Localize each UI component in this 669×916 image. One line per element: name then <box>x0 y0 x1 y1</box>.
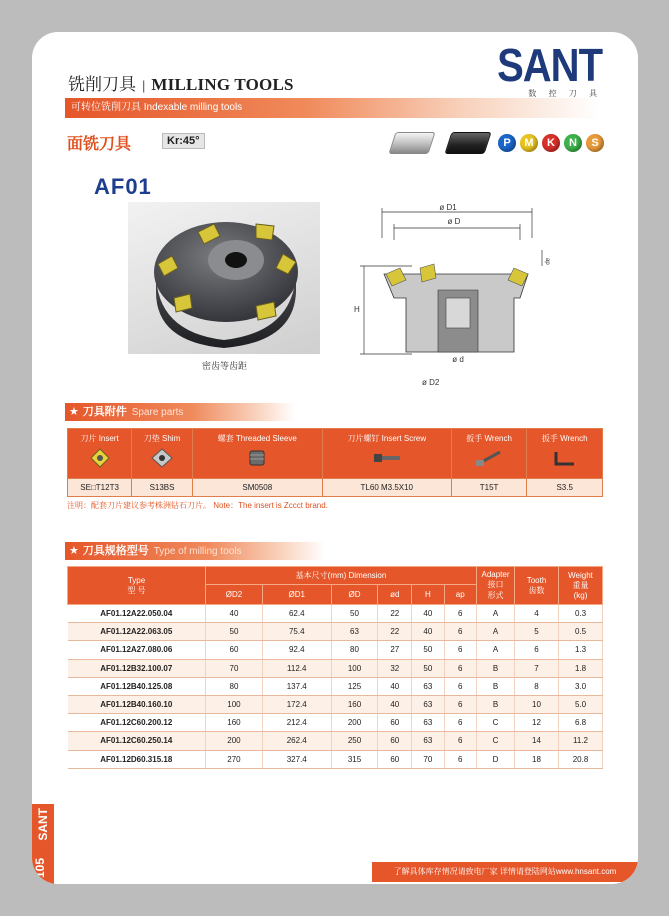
brand-logo <box>497 40 602 99</box>
spec-cell: 6 <box>444 732 476 750</box>
material-badge-k: K <box>542 134 560 152</box>
type-header-en: Type <box>127 575 146 585</box>
screw-icon <box>323 448 451 470</box>
cutter-cross-section-icon <box>342 194 552 362</box>
spec-cell: 92.4 <box>262 641 331 659</box>
spec-cell: 62.4 <box>262 605 331 623</box>
spare-part-value: S3.5 <box>527 479 603 497</box>
spec-cell: 6 <box>444 714 476 732</box>
spec-cell: 40 <box>412 623 444 641</box>
spec-cell: 40 <box>378 677 412 695</box>
spec-cell: 63 <box>412 732 444 750</box>
spec-cell: 40 <box>206 605 263 623</box>
catalog-page <box>32 32 638 884</box>
spec-cell: 70 <box>206 659 263 677</box>
table-row <box>68 641 603 659</box>
model-code: AF01 <box>94 174 152 199</box>
spec-cell: 6 <box>444 677 476 695</box>
spec-cell: B <box>477 695 515 713</box>
spec-cell: A <box>477 605 515 623</box>
spare-part-label: 刀片 Insert <box>80 434 119 443</box>
spare-part-label: 扳手 Wrench <box>541 434 588 443</box>
spec-cell: 70 <box>412 750 444 768</box>
tooth-header <box>515 567 559 605</box>
spare-part-header <box>451 429 527 479</box>
spec-cell: 80 <box>331 641 378 659</box>
kr-angle-badge: Kr:45° <box>162 133 205 149</box>
weight-header-unit: (kg) <box>573 591 588 600</box>
table-row <box>68 659 603 677</box>
spec-cell: 27 <box>378 641 412 659</box>
spec-cell: 6 <box>515 641 559 659</box>
material-badge-p: P <box>498 134 516 152</box>
type-cell: AF01.12C60.200.12 <box>68 714 206 732</box>
footer-bar: 了解具体库存情况请致电厂家 详情请登陆网站www.hnsant.com <box>372 862 638 882</box>
spec-cell: 200 <box>331 714 378 732</box>
spec-cell: 80 <box>206 677 263 695</box>
spec-cell: 315 <box>331 750 378 768</box>
page-number: 105 <box>33 857 47 878</box>
spec-cell: 10 <box>515 695 559 713</box>
spec-cell: 50 <box>331 605 378 623</box>
spare-parts-title-en: Spare parts <box>131 407 184 418</box>
spec-cell: 4 <box>515 605 559 623</box>
brand-name: SANT <box>497 40 602 92</box>
material-badge-s: S <box>586 134 604 152</box>
spare-part-label: 扳手 Wrench <box>466 434 512 443</box>
adapter-header <box>477 567 515 605</box>
material-badge-n: N <box>564 134 582 152</box>
material-badge-m: M <box>520 134 538 152</box>
spec-cell: 60 <box>378 714 412 732</box>
title-separator: | <box>142 78 146 93</box>
weight-header-cn: 重量 <box>572 581 589 590</box>
spec-cell: 22 <box>378 623 412 641</box>
type-header-cn: 型 号 <box>127 585 146 595</box>
spec-cell: 327.4 <box>262 750 331 768</box>
dimension-header: 基本尺寸(mm) Dimension <box>206 567 477 585</box>
table-row <box>68 714 603 732</box>
spare-part-value: SM0508 <box>192 479 322 497</box>
spare-part-value: S13BS <box>132 479 193 497</box>
torx-wrench-icon <box>452 448 527 470</box>
type-cell: AF01.12A22.063.05 <box>68 623 206 641</box>
dimension-subheader: H <box>412 585 444 605</box>
type-cell: AF01.12B32.100.07 <box>68 659 206 677</box>
dimension-subheader: ap <box>444 585 476 605</box>
category-band: 可转位铣削刀具 Indexable milling tools <box>65 98 599 118</box>
spec-cell: 60 <box>206 641 263 659</box>
spec-cell: 6 <box>444 750 476 768</box>
spec-cell: 75.4 <box>262 623 331 641</box>
spec-cell: 12 <box>515 714 559 732</box>
spec-cell: 160 <box>206 714 263 732</box>
dim-small-d-label: ø d <box>452 355 464 362</box>
brand-subtitle: 数 控 刀 具 <box>528 89 602 98</box>
spec-cell: 1.8 <box>559 659 603 677</box>
specs-title-en: Type of milling tools <box>153 546 242 557</box>
dim-h-label: H <box>354 305 360 314</box>
spare-part-header <box>192 429 322 479</box>
weight-header <box>559 567 603 605</box>
table-row <box>68 695 603 713</box>
spare-parts-heading <box>65 403 295 421</box>
spec-cell: 8 <box>515 677 559 695</box>
dimension-subheader: ØD <box>331 585 378 605</box>
spare-part-value: SE□T12T3 <box>68 479 132 497</box>
dim-ap-label: ap <box>544 258 550 265</box>
spec-cell: 60 <box>378 750 412 768</box>
photo-caption: 密齿等齿距 <box>202 362 248 372</box>
light-insert-icon <box>388 132 435 154</box>
spec-cell: 270 <box>206 750 263 768</box>
spec-cell: 63 <box>331 623 378 641</box>
spec-cell: 50 <box>206 623 263 641</box>
dimension-subheader: ød <box>378 585 412 605</box>
spec-cell: 32 <box>378 659 412 677</box>
spec-cell: 6 <box>444 641 476 659</box>
tooth-header-cn: 齿数 <box>528 585 545 595</box>
type-cell: AF01.12C60.250.14 <box>68 732 206 750</box>
spec-cell: B <box>477 659 515 677</box>
spec-cell: 40 <box>378 695 412 713</box>
spare-parts-note: 注明：配套刀片建议参考株洲钻石刀片。 Note：The insert is Zccct brand. <box>67 501 328 510</box>
spec-cell: 112.4 <box>262 659 331 677</box>
spec-cell: 7 <box>515 659 559 677</box>
spec-cell: 100 <box>206 695 263 713</box>
insert-icon <box>68 448 131 470</box>
spec-cell: 212.4 <box>262 714 331 732</box>
spec-cell: 100 <box>331 659 378 677</box>
spec-cell: 63 <box>412 695 444 713</box>
spec-cell: 172.4 <box>262 695 331 713</box>
dimension-subheader: ØD2 <box>206 585 263 605</box>
spec-cell: 6 <box>444 623 476 641</box>
title-cn: 铣削刀具 <box>68 75 136 95</box>
adapter-header-en: Adapter <box>481 570 510 579</box>
tooth-header-en: Tooth <box>526 575 547 585</box>
spare-part-value: TL60 M3.5X10 <box>322 479 451 497</box>
spec-cell: 11.2 <box>559 732 603 750</box>
spec-cell: 5.0 <box>559 695 603 713</box>
table-row <box>68 605 603 623</box>
specs-title-cn: ★ 刀具规格型号 <box>69 544 149 557</box>
section-title: 面铣刀具 <box>67 134 132 153</box>
spare-part-header <box>527 429 603 479</box>
title-en: MILLING TOOLS <box>151 75 294 94</box>
sleeve-icon <box>193 448 322 470</box>
spare-part-header <box>132 429 193 479</box>
spec-cell: 125 <box>331 677 378 695</box>
spec-cell: A <box>477 641 515 659</box>
spec-cell: A <box>477 623 515 641</box>
adapter-header-cn1: 接口 <box>487 580 504 589</box>
spec-cell: 200 <box>206 732 263 750</box>
spec-cell: 50 <box>412 659 444 677</box>
side-brand: SANT <box>36 808 50 841</box>
table-row <box>68 623 603 641</box>
spec-cell: C <box>477 732 515 750</box>
dim-d1-label: ø D1 <box>439 203 457 212</box>
spare-part-label: 螺套 Threaded Sleeve <box>217 434 297 443</box>
table-row <box>68 750 603 768</box>
spec-cell: D <box>477 750 515 768</box>
adapter-header-cn2: 形式 <box>487 591 504 600</box>
spec-cell: 3.0 <box>559 677 603 695</box>
table-row <box>68 677 603 695</box>
type-cell: AF01.12D60.315.18 <box>68 750 206 768</box>
product-photo <box>128 202 320 354</box>
specs-table <box>67 566 603 769</box>
type-cell: AF01.12A22.050.04 <box>68 605 206 623</box>
spare-part-header <box>68 429 132 479</box>
spec-cell: 160 <box>331 695 378 713</box>
spec-cell: 6.8 <box>559 714 603 732</box>
milling-cutter-photo-icon <box>128 202 320 354</box>
spec-cell: 20.8 <box>559 750 603 768</box>
dim-d-label: ø D <box>447 217 461 226</box>
type-cell: AF01.12B40.125.08 <box>68 677 206 695</box>
spare-part-value: T15T <box>451 479 527 497</box>
dark-insert-icon <box>444 132 491 154</box>
page-header-title <box>68 70 294 95</box>
specs-heading <box>65 542 325 560</box>
spare-part-label: 刀垫 Shim <box>143 434 181 443</box>
spec-cell: 250 <box>331 732 378 750</box>
spec-cell: 6 <box>444 605 476 623</box>
spec-cell: 22 <box>378 605 412 623</box>
spec-cell: 1.3 <box>559 641 603 659</box>
spec-cell: C <box>477 714 515 732</box>
type-cell: AF01.12A27.080.06 <box>68 641 206 659</box>
side-tab <box>32 804 54 884</box>
spec-cell: 18 <box>515 750 559 768</box>
spare-parts-title-cn: ★ 刀具附件 <box>69 405 127 418</box>
spec-cell: 63 <box>412 714 444 732</box>
weight-header-en: Weight <box>568 571 593 580</box>
spec-cell: 5 <box>515 623 559 641</box>
spare-part-header <box>322 429 451 479</box>
spec-cell: 262.4 <box>262 732 331 750</box>
spec-cell: 14 <box>515 732 559 750</box>
spare-parts-table <box>67 428 603 497</box>
spec-cell: B <box>477 677 515 695</box>
spec-cell: 63 <box>412 677 444 695</box>
dimension-subheader: ØD1 <box>262 585 331 605</box>
spec-cell: 6 <box>444 695 476 713</box>
spare-part-label: 刀片螺钉 Insert Screw <box>347 434 427 443</box>
spec-cell: 50 <box>412 641 444 659</box>
technical-drawing <box>342 194 552 387</box>
type-cell: AF01.12B40.160.10 <box>68 695 206 713</box>
dim-d2-label: ø D2 <box>422 378 440 387</box>
spec-cell: 0.3 <box>559 605 603 623</box>
spec-cell: 137.4 <box>262 677 331 695</box>
type-header <box>68 567 206 605</box>
table-row <box>68 732 603 750</box>
spec-cell: 60 <box>378 732 412 750</box>
hex-wrench-icon <box>527 448 602 470</box>
spec-cell: 0.5 <box>559 623 603 641</box>
shim-icon <box>132 448 192 470</box>
spec-cell: 40 <box>412 605 444 623</box>
spec-cell: 6 <box>444 659 476 677</box>
